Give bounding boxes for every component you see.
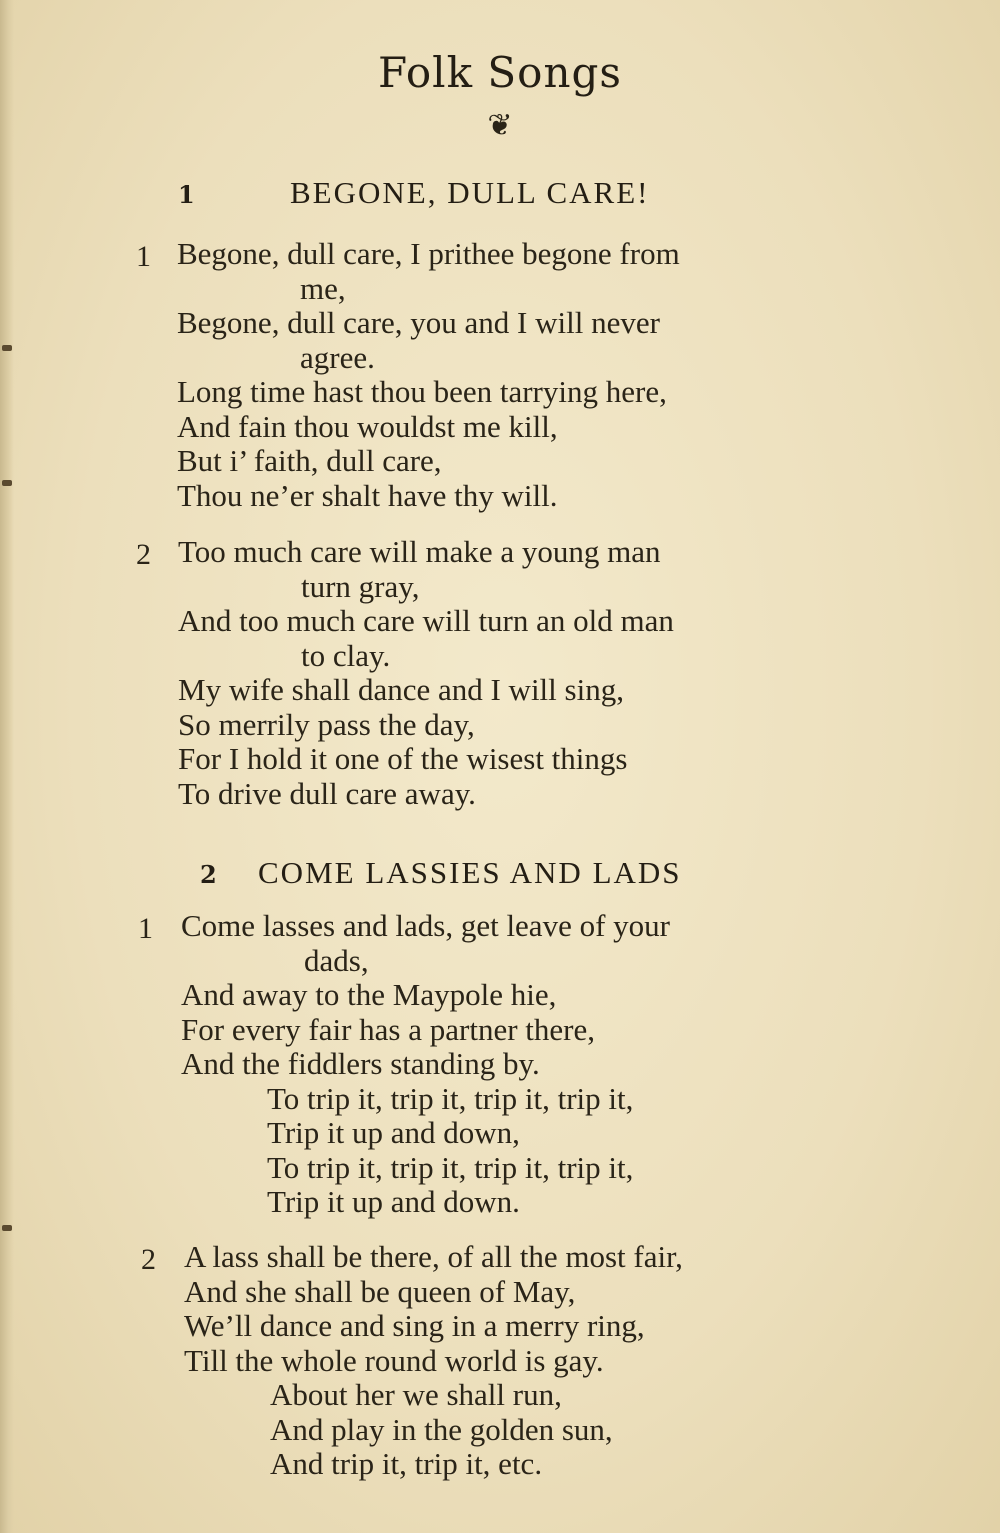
verse-line: For every fair has a partner there, (181, 1011, 595, 1047)
verse-line: Too much care will make a young man (178, 534, 661, 569)
verse-number: 2 (136, 538, 151, 571)
verse-line: And the fiddlers standing by. (181, 1046, 540, 1081)
verse-line: A lass shall be there, of all the most fair, (184, 1239, 683, 1274)
verse-line: Thou ne’er shalt have thy will. (177, 477, 558, 513)
verse-line: To drive dull care away. (178, 775, 476, 811)
verse-line: to clay. (301, 637, 391, 673)
verse-number: 2 (141, 1243, 156, 1276)
verse (181, 909, 670, 1220)
verse-line: To trip it, trip it, trip it, trip it, (267, 1080, 634, 1116)
staple (2, 1225, 12, 1231)
verse-line: My wife shall dance and I will sing, (178, 672, 624, 707)
verse-line: Begone, dull care, I prithee begone from (177, 236, 680, 271)
song-heading (200, 855, 682, 891)
verse-line: turn gray, (301, 568, 420, 604)
song-number: 2 (200, 860, 217, 889)
verse-line: And trip it, trip it, etc. (270, 1446, 543, 1481)
verse-line: And play in the golden sun, (270, 1411, 613, 1447)
song-title: COME LASSIES AND LADS (258, 855, 682, 890)
verse-line: But i’ faith, dull care, (177, 443, 442, 478)
verse-number: 1 (138, 912, 153, 945)
verse (177, 237, 680, 513)
verse-line: Begone, dull care, you and I will never (177, 305, 660, 340)
verse (178, 535, 674, 811)
verse-line: dads, (304, 942, 369, 978)
page-title: Folk Songs (378, 48, 622, 97)
staple (2, 345, 12, 351)
staple (2, 480, 12, 486)
verse-number: 1 (136, 240, 151, 273)
verse-line: And fain thou wouldst me kill, (177, 408, 558, 444)
verse-line: For I hold it one of the wisest things (178, 741, 628, 776)
verse-line: To trip it, trip it, trip it, trip it, (267, 1149, 634, 1185)
ornament-icon: ❦ (487, 108, 513, 143)
verse-line: Trip it up and down. (267, 1184, 520, 1219)
verse-line: And too much care will turn an old man (178, 603, 674, 638)
verse-line: So merrily pass the day, (178, 706, 475, 742)
verse-line: About her we shall run, (270, 1377, 562, 1412)
verse-line: And away to the Maypole hie, (181, 977, 557, 1012)
verse-line: Long time hast thou been tarrying here, (177, 374, 667, 409)
verse-line: Trip it up and down, (267, 1115, 520, 1150)
verse-line: Till the whole round world is gay. (184, 1342, 604, 1378)
song-heading (178, 175, 649, 211)
verse-line: agree. (300, 339, 375, 375)
verse (184, 1240, 683, 1482)
verse-line: We’ll dance and sing in a merry ring, (184, 1308, 645, 1343)
page-binding-edge (0, 0, 14, 1533)
song-title: BEGONE, DULL CARE! (290, 175, 650, 210)
song-number: 1 (178, 180, 195, 209)
verse-line: And she shall be queen of May, (184, 1273, 576, 1309)
verse-line: me, (300, 270, 346, 306)
verse-line: Come lasses and lads, get leave of your (181, 908, 670, 943)
